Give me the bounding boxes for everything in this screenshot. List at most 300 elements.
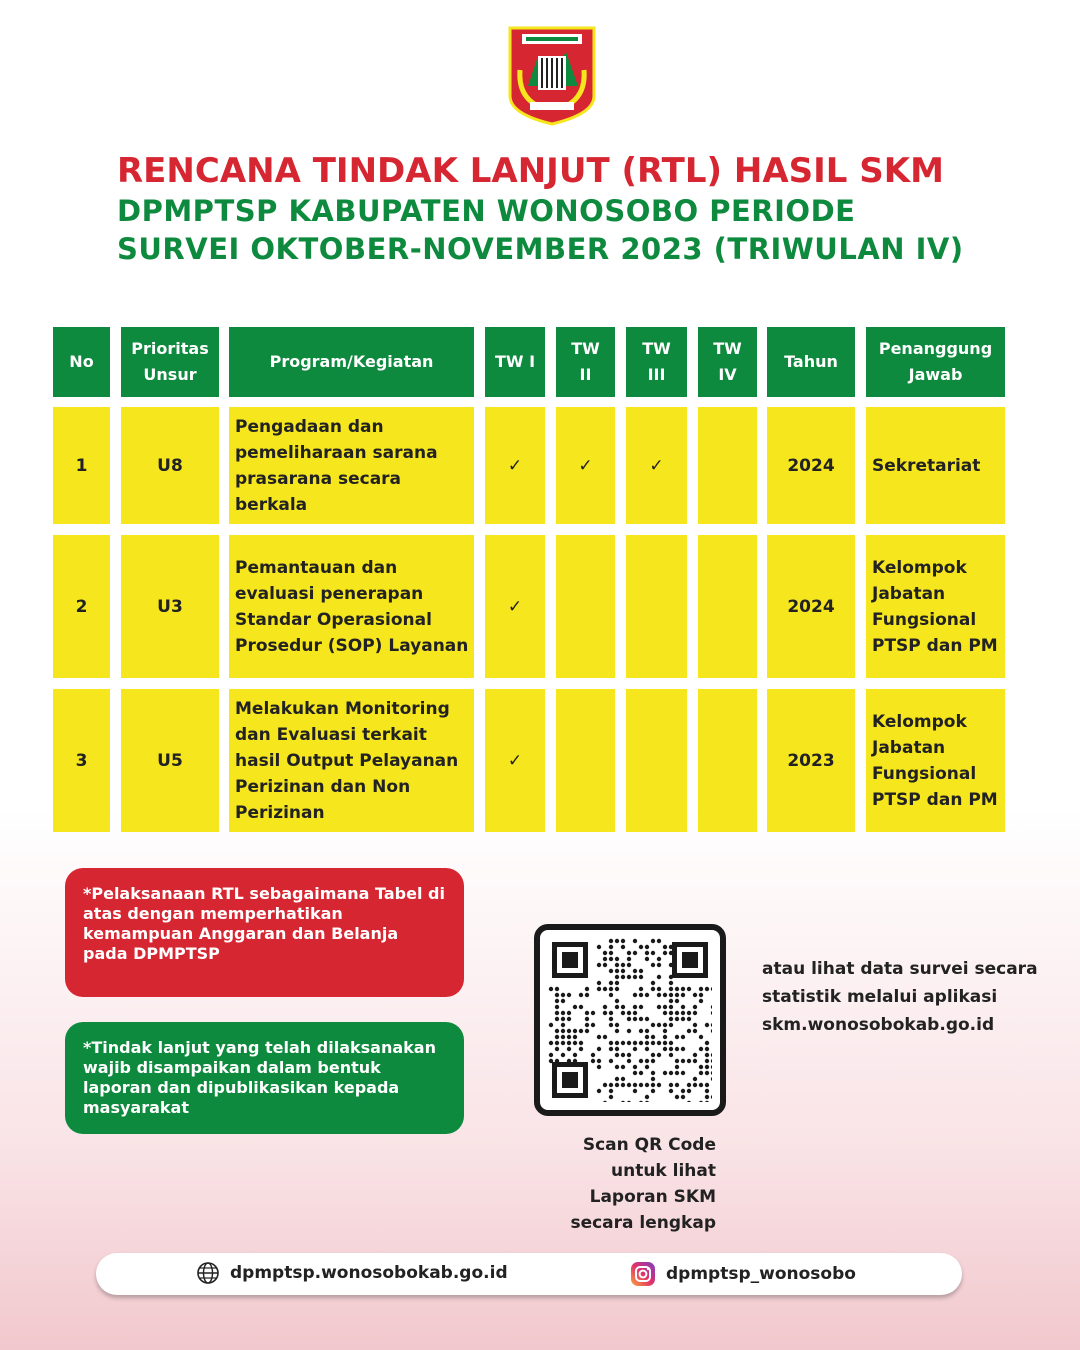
qr-module bbox=[663, 1011, 667, 1015]
qr-module bbox=[555, 1005, 559, 1009]
qr-module bbox=[639, 1101, 643, 1102]
qr-module bbox=[639, 1059, 643, 1063]
qr-module bbox=[561, 1053, 565, 1057]
qr-module bbox=[579, 1029, 583, 1033]
qr-module bbox=[675, 1011, 679, 1015]
row1-program: Pengadaan dan pemeliharaan sarana prasarana secara berkala bbox=[229, 407, 474, 524]
row2-pj: Kelompok Jabatan Fungsional PTSP dan PM bbox=[866, 535, 1005, 678]
qr-module bbox=[693, 1011, 697, 1015]
qr-module bbox=[657, 1023, 661, 1027]
qr-module bbox=[705, 1041, 709, 1045]
qr-module bbox=[669, 1017, 673, 1021]
qr-module bbox=[555, 1017, 559, 1021]
qr-module bbox=[633, 1065, 637, 1069]
qr-module bbox=[687, 1083, 691, 1087]
qr-module bbox=[621, 1083, 625, 1087]
qr-module bbox=[609, 1083, 613, 1087]
qr-module bbox=[627, 1029, 631, 1033]
qr-module bbox=[693, 993, 697, 997]
qr-module bbox=[663, 1023, 667, 1027]
footer-bar bbox=[96, 1253, 962, 1295]
qr-module bbox=[699, 1035, 703, 1039]
instagram-label: dpmptsp_wonosobo bbox=[666, 1264, 856, 1284]
qr-module bbox=[711, 1077, 712, 1081]
qr-module bbox=[687, 987, 691, 991]
qr-module bbox=[657, 1083, 661, 1087]
row3-tw4 bbox=[698, 689, 757, 832]
row1-unsur: U8 bbox=[121, 407, 219, 524]
qr-module bbox=[645, 1041, 649, 1045]
qr-module bbox=[609, 969, 613, 973]
qr-module bbox=[597, 1059, 601, 1063]
qr-module bbox=[621, 1053, 625, 1057]
qr-module bbox=[711, 1095, 712, 1099]
qr-module bbox=[603, 987, 607, 991]
qr-module bbox=[663, 1035, 667, 1039]
qr-module bbox=[633, 969, 637, 973]
qr-module bbox=[675, 1095, 679, 1099]
qr-module bbox=[585, 1017, 589, 1021]
qr-module bbox=[579, 993, 583, 997]
qr-module bbox=[705, 1083, 709, 1087]
row2-tw2 bbox=[556, 535, 615, 678]
qr-module bbox=[675, 1083, 679, 1087]
row2-tw1: ✓ bbox=[485, 535, 545, 678]
kabupaten-logo bbox=[508, 26, 596, 126]
survey-app-line-1: atau lihat data survei secara bbox=[762, 959, 1038, 979]
qr-module bbox=[711, 1071, 712, 1075]
qr-module bbox=[573, 1005, 577, 1009]
qr-module bbox=[669, 1041, 673, 1045]
qr-module bbox=[705, 1071, 709, 1075]
qr-module bbox=[567, 993, 571, 997]
qr-module bbox=[621, 963, 625, 967]
row3-tw2 bbox=[556, 689, 615, 832]
qr-module bbox=[597, 981, 601, 985]
qr-module bbox=[627, 1053, 631, 1057]
qr-module bbox=[597, 1035, 601, 1039]
qr-module bbox=[615, 1083, 619, 1087]
qr-module bbox=[549, 1041, 553, 1045]
qr-module bbox=[591, 1023, 595, 1027]
qr-module bbox=[645, 957, 649, 961]
qr-module bbox=[663, 945, 667, 949]
header-penanggung-jawab: Penanggung Jawab bbox=[866, 327, 1005, 397]
qr-module bbox=[573, 1053, 577, 1057]
qr-module bbox=[615, 987, 619, 991]
qr-module bbox=[615, 1029, 619, 1033]
qr-module bbox=[657, 1041, 661, 1045]
qr-module bbox=[615, 1077, 619, 1081]
qr-module bbox=[603, 963, 607, 967]
row3-no: 3 bbox=[53, 689, 110, 832]
qr-module bbox=[597, 1089, 601, 1093]
qr-module bbox=[633, 1005, 637, 1009]
qr-module bbox=[693, 1023, 697, 1027]
qr-module bbox=[609, 1017, 613, 1021]
globe-icon bbox=[196, 1261, 220, 1285]
qr-module bbox=[579, 1047, 583, 1051]
qr-module bbox=[651, 1053, 655, 1057]
qr-module bbox=[669, 1083, 673, 1087]
header-tw4: TW IV bbox=[698, 327, 757, 397]
qr-module bbox=[711, 1053, 712, 1057]
qr-module bbox=[561, 1011, 565, 1015]
qr-module bbox=[639, 975, 643, 979]
qr-module bbox=[675, 993, 679, 997]
qr-module bbox=[561, 993, 565, 997]
qr-module bbox=[561, 999, 565, 1003]
row1-tw2: ✓ bbox=[556, 407, 615, 524]
qr-module bbox=[633, 939, 637, 943]
survey-app-line-2: statistik melalui aplikasi bbox=[762, 987, 998, 1007]
qr-module bbox=[639, 1083, 643, 1087]
qr-module bbox=[627, 951, 631, 955]
qr-module bbox=[633, 1017, 637, 1021]
qr-module bbox=[633, 951, 637, 955]
qr-module bbox=[579, 1005, 583, 1009]
row2-tw4 bbox=[698, 535, 757, 678]
qr-module bbox=[669, 1011, 673, 1015]
qr-module bbox=[567, 1047, 571, 1051]
row3-tw3 bbox=[626, 689, 687, 832]
qr-module bbox=[669, 951, 673, 955]
qr-module bbox=[663, 993, 667, 997]
qr-module bbox=[621, 1041, 625, 1045]
qr-module bbox=[609, 981, 613, 985]
qr-module bbox=[663, 951, 667, 955]
qr-module bbox=[621, 975, 625, 979]
qr-module bbox=[615, 1047, 619, 1051]
qr-module bbox=[669, 999, 673, 1003]
qr-module bbox=[693, 1005, 697, 1009]
qr-module bbox=[615, 939, 619, 943]
qr-module bbox=[567, 1011, 571, 1015]
qr-module bbox=[627, 1017, 631, 1021]
qr-module bbox=[615, 1065, 619, 1069]
qr-module bbox=[651, 1035, 655, 1039]
qr-module bbox=[705, 1095, 709, 1099]
qr-module bbox=[681, 1047, 685, 1051]
qr-module bbox=[711, 1011, 712, 1015]
qr-module bbox=[597, 987, 601, 991]
qr-module bbox=[657, 1005, 661, 1009]
qr-module bbox=[669, 987, 673, 991]
qr-module bbox=[675, 1047, 679, 1051]
qr-module bbox=[639, 945, 643, 949]
qr-module bbox=[651, 939, 655, 943]
qr-module bbox=[627, 975, 631, 979]
qr-module bbox=[645, 945, 649, 949]
qr-module bbox=[639, 1017, 643, 1021]
qr-module bbox=[675, 987, 679, 991]
qr-module bbox=[561, 1035, 565, 1039]
qr-module bbox=[627, 1041, 631, 1045]
qr-module bbox=[639, 1029, 643, 1033]
qr-module bbox=[567, 1029, 571, 1033]
qr-module bbox=[705, 1065, 709, 1069]
qr-module bbox=[651, 1023, 655, 1027]
website-label: dpmptsp.wonosobokab.go.id bbox=[230, 1263, 508, 1283]
qr-caption-line-4: secara lengkap bbox=[570, 1213, 716, 1233]
qr-module bbox=[669, 981, 673, 985]
qr-module bbox=[609, 939, 613, 943]
header-tw2: TW II bbox=[556, 327, 615, 397]
qr-caption-line-3: Laporan SKM bbox=[589, 1187, 716, 1207]
qr-module bbox=[645, 1029, 649, 1033]
qr-module bbox=[561, 1029, 565, 1033]
qr-module bbox=[555, 1035, 559, 1039]
qr-module bbox=[657, 975, 661, 979]
qr-module bbox=[573, 1035, 577, 1039]
qr-module bbox=[711, 1059, 712, 1063]
qr-module bbox=[663, 1047, 667, 1051]
title-line-1: RENCANA TINDAK LANJUT (RTL) HASIL SKM bbox=[117, 151, 944, 191]
row3-unsur: U5 bbox=[121, 689, 219, 832]
qr-module bbox=[609, 987, 613, 991]
qr-module bbox=[657, 957, 661, 961]
qr-module bbox=[555, 1041, 559, 1045]
qr-module bbox=[711, 987, 712, 991]
qr-module bbox=[663, 1005, 667, 1009]
qr-module bbox=[681, 987, 685, 991]
qr-module bbox=[615, 1041, 619, 1045]
qr-module bbox=[705, 987, 709, 991]
qr-module bbox=[669, 945, 673, 949]
qr-module bbox=[603, 1005, 607, 1009]
qr-module bbox=[699, 987, 703, 991]
survey-app-link[interactable]: skm.wonosobokab.go.id bbox=[762, 1015, 995, 1035]
qr-module bbox=[657, 963, 661, 967]
qr-module bbox=[645, 1083, 649, 1087]
qr-module bbox=[705, 1089, 709, 1093]
qr-module bbox=[639, 969, 643, 973]
qr-module bbox=[633, 1083, 637, 1087]
qr-module bbox=[573, 1041, 577, 1045]
row2-program: Pemantauan dan evaluasi penerapan Standar Operasional Prosedur (SOP) Layanan bbox=[229, 535, 474, 678]
qr-code[interactable] bbox=[534, 924, 726, 1116]
qr-module bbox=[669, 1047, 673, 1051]
qr-module bbox=[555, 987, 559, 991]
qr-module bbox=[657, 939, 661, 943]
qr-module bbox=[633, 1071, 637, 1075]
row3-program: Melakukan Monitoring dan Evaluasi terkait hasil Output Pelayanan Perizinan dan Non Perizinan bbox=[229, 689, 474, 832]
qr-module bbox=[651, 1059, 655, 1063]
qr-module bbox=[555, 1029, 559, 1033]
qr-module bbox=[621, 939, 625, 943]
row1-tw3: ✓ bbox=[626, 407, 687, 524]
qr-module bbox=[603, 1083, 607, 1087]
row1-tahun: 2024 bbox=[767, 407, 855, 524]
qr-module bbox=[585, 987, 589, 991]
qr-module bbox=[687, 1089, 691, 1093]
instagram-icon bbox=[630, 1261, 656, 1287]
qr-module bbox=[555, 1047, 559, 1051]
qr-module bbox=[591, 1053, 595, 1057]
qr-module bbox=[645, 1065, 649, 1069]
qr-module bbox=[609, 993, 613, 997]
row2-tahun: 2024 bbox=[767, 535, 855, 678]
qr-module bbox=[603, 957, 607, 961]
qr-module bbox=[681, 1005, 685, 1009]
qr-module bbox=[621, 1065, 625, 1069]
qr-module bbox=[669, 1023, 673, 1027]
qr-caption bbox=[540, 1132, 716, 1236]
row1-no: 1 bbox=[53, 407, 110, 524]
qr-module bbox=[573, 1059, 577, 1063]
qr-module bbox=[645, 1059, 649, 1063]
qr-module bbox=[555, 1059, 559, 1063]
qr-module bbox=[633, 1047, 637, 1051]
qr-module bbox=[705, 1053, 709, 1057]
qr-module bbox=[615, 963, 619, 967]
qr-module bbox=[561, 1017, 565, 1021]
header-program: Program/Kegiatan bbox=[229, 327, 474, 397]
title-line-2: DPMPTSP KABUPATEN WONOSOBO PERIODE bbox=[117, 194, 856, 228]
qr-module bbox=[627, 1059, 631, 1063]
qr-module bbox=[609, 1023, 613, 1027]
qr-module bbox=[597, 963, 601, 967]
qr-module bbox=[699, 1083, 703, 1087]
qr-module bbox=[675, 999, 679, 1003]
qr-module bbox=[699, 1047, 703, 1051]
qr-module bbox=[705, 1101, 709, 1102]
qr-module bbox=[687, 1029, 691, 1033]
instagram-link[interactable] bbox=[630, 1261, 856, 1287]
qr-module bbox=[585, 1011, 589, 1015]
qr-module bbox=[603, 1035, 607, 1039]
qr-module bbox=[687, 1017, 691, 1021]
qr-module bbox=[645, 1017, 649, 1021]
qr-module bbox=[711, 1065, 712, 1069]
row3-tw1: ✓ bbox=[485, 689, 545, 832]
qr-module bbox=[621, 1005, 625, 1009]
qr-module bbox=[693, 1059, 697, 1063]
qr-module bbox=[693, 1083, 697, 1087]
qr-module bbox=[669, 963, 673, 967]
qr-module bbox=[639, 1071, 643, 1075]
qr-module bbox=[675, 1017, 679, 1021]
survey-app-info bbox=[762, 955, 1062, 1039]
qr-module bbox=[579, 1041, 583, 1045]
qr-module bbox=[639, 1041, 643, 1045]
row2-no: 2 bbox=[53, 535, 110, 678]
qr-module bbox=[645, 1047, 649, 1051]
qr-module bbox=[705, 1059, 709, 1063]
qr-module bbox=[609, 1041, 613, 1045]
qr-module bbox=[645, 993, 649, 997]
qr-module bbox=[627, 1083, 631, 1087]
qr-module bbox=[639, 987, 643, 991]
qr-module bbox=[693, 1029, 697, 1033]
header-tw3: TW III bbox=[626, 327, 687, 397]
qr-module bbox=[609, 1047, 613, 1051]
qr-module bbox=[669, 1053, 673, 1057]
qr-module bbox=[567, 1041, 571, 1045]
qr-module bbox=[711, 1023, 712, 1027]
qr-module bbox=[549, 987, 553, 991]
qr-module bbox=[675, 1035, 679, 1039]
qr-module bbox=[675, 1065, 679, 1069]
qr-module bbox=[627, 1011, 631, 1015]
qr-module bbox=[627, 1101, 631, 1102]
qr-module bbox=[663, 1041, 667, 1045]
note-anggaran: *Pelaksanaan RTL sebagaimana Tabel di atas dengan memperhatikan kemampuan Anggaran dan Belanja pada DPMPTSP bbox=[65, 868, 464, 997]
qr-module bbox=[699, 1071, 703, 1075]
qr-module bbox=[675, 1071, 679, 1075]
qr-module bbox=[681, 1095, 685, 1099]
header-prioritas: Prioritas Unsur bbox=[121, 327, 219, 397]
header-no: No bbox=[53, 327, 110, 397]
qr-module bbox=[615, 969, 619, 973]
website-link[interactable] bbox=[196, 1261, 508, 1285]
qr-module bbox=[699, 999, 703, 1003]
qr-module bbox=[693, 1053, 697, 1057]
qr-module bbox=[657, 1053, 661, 1057]
qr-module bbox=[639, 993, 643, 997]
title-line-3: SURVEI OKTOBER-NOVEMBER 2023 (TRIWULAN IV) bbox=[117, 232, 964, 266]
qr-module bbox=[651, 987, 655, 991]
qr-module bbox=[633, 1089, 637, 1093]
row2-unsur: U3 bbox=[121, 535, 219, 678]
qr-module bbox=[549, 1053, 553, 1057]
qr-module bbox=[597, 945, 601, 949]
row1-pj: Sekretariat bbox=[866, 407, 1005, 524]
qr-module bbox=[615, 1023, 619, 1027]
qr-module bbox=[669, 1089, 673, 1093]
qr-module bbox=[621, 1101, 625, 1102]
qr-module bbox=[597, 1047, 601, 1051]
qr-module bbox=[687, 1101, 691, 1102]
header-tahun: Tahun bbox=[767, 327, 855, 397]
qr-module bbox=[639, 1005, 643, 1009]
qr-module bbox=[549, 1023, 553, 1027]
qr-module bbox=[681, 1059, 685, 1063]
qr-module bbox=[561, 1023, 565, 1027]
qr-module bbox=[663, 1029, 667, 1033]
qr-module bbox=[669, 993, 673, 997]
qr-module bbox=[645, 951, 649, 955]
qr-module bbox=[555, 999, 559, 1003]
qr-module bbox=[615, 1053, 619, 1057]
qr-module bbox=[627, 963, 631, 967]
qr-module bbox=[651, 1089, 655, 1093]
qr-module bbox=[651, 1041, 655, 1045]
qr-module bbox=[591, 1059, 595, 1063]
qr-module bbox=[609, 945, 613, 949]
qr-caption-line-1: Scan QR Code bbox=[582, 1135, 716, 1155]
qr-code-pattern bbox=[548, 938, 712, 1102]
qr-module bbox=[621, 1011, 625, 1015]
qr-module bbox=[657, 993, 661, 997]
qr-module bbox=[609, 1089, 613, 1093]
qr-module bbox=[681, 993, 685, 997]
qr-module bbox=[627, 957, 631, 961]
qr-module bbox=[651, 1071, 655, 1075]
qr-module bbox=[633, 1041, 637, 1045]
qr-module bbox=[573, 1029, 577, 1033]
qr-module bbox=[609, 1059, 613, 1063]
qr-module bbox=[567, 1059, 571, 1063]
qr-module bbox=[681, 1017, 685, 1021]
qr-module bbox=[663, 1071, 667, 1075]
qr-module bbox=[645, 1101, 649, 1102]
row1-tw4 bbox=[698, 407, 757, 524]
qr-caption-line-2: untuk lihat bbox=[610, 1161, 716, 1181]
qr-module bbox=[585, 1023, 589, 1027]
qr-module bbox=[711, 1029, 712, 1033]
qr-module bbox=[657, 987, 661, 991]
